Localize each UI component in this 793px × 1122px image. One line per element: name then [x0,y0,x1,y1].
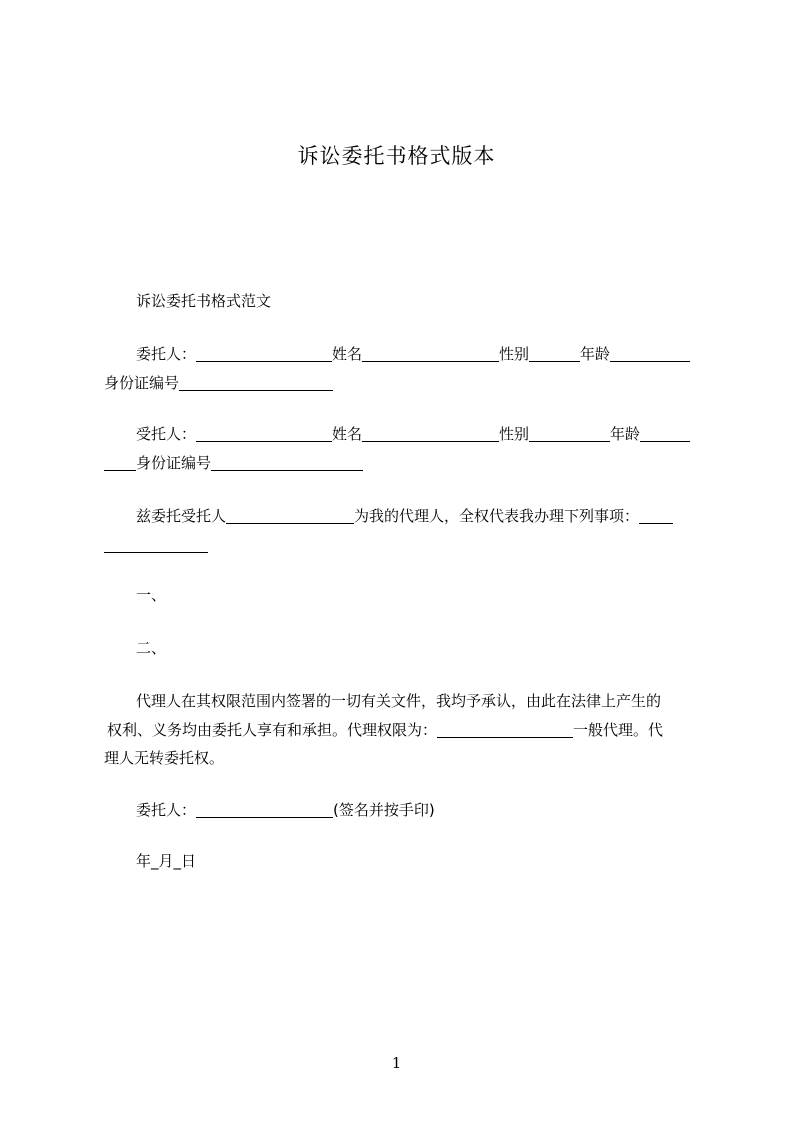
appointment-matters-blank [639,506,673,524]
agent-gender-label: 性别 [499,425,530,443]
document-subtitle [104,286,732,316]
principal-age-blank [610,344,690,362]
agent-id-label: 身份证编号 [136,454,212,472]
agent-age-blank-cont [104,453,136,471]
agent-label: 受托人： [136,425,197,443]
item-two-label: 二、 [136,639,167,657]
appointment-prefix: 兹委托受托人 [136,507,227,525]
signature-line [104,795,732,825]
authority-text-3: 理人无转委托权。 [104,749,225,767]
agent-id-line [104,448,700,478]
principal-gender-label: 性别 [499,345,530,363]
authority-line-3 [104,743,700,773]
page-number: 1 [391,1054,402,1072]
authority-line-1 [104,686,732,716]
item-one-label: 一、 [136,586,167,604]
authority-text-2-suffix: 一般代理。代 [573,721,664,739]
document-title: 诉讼委托书格式版本 [297,144,496,168]
principal-label: 委托人： [136,345,197,363]
principal-name-label: 姓名 [332,345,363,363]
agent-gender-blank [529,424,610,442]
signature-blank [196,800,333,818]
principal-age-label: 年龄 [580,345,611,363]
authority-line-2 [104,715,703,745]
authority-text-2-prefix: 权利、义务均由委托人享有和承担。代理权限为： [107,721,438,739]
principal-id-blank [179,373,333,391]
agent-id-blank [211,453,363,471]
principal-id-label: 身份证编号 [104,374,180,392]
principal-line [104,339,732,369]
date-text: 年_月_日 [136,852,197,870]
signature-label: 委托人： [136,801,197,819]
agent-age-blank [640,424,690,442]
appointment-agent-blank [226,506,354,524]
agent-name-label: 姓名 [332,425,363,443]
agent-age-label: 年龄 [610,425,641,443]
date-line [104,846,732,876]
authority-scope-blank [437,720,573,738]
appointment-suffix: 为我的代理人，全权代表我办理下列事项： [354,507,640,525]
principal-name-blank [362,344,499,362]
agent-name-blank [362,424,499,442]
appointment-matters-blank-cont [104,535,208,553]
agent-line [104,419,732,449]
appointment-line [104,501,732,531]
principal-id-line [104,368,700,398]
agent-blank [196,424,332,442]
authority-text-1: 代理人在其权限范围内签署的一切有关文件，我均予承认，由此在法律上产生的 [136,692,662,710]
principal-blank [196,344,332,362]
signature-note: (签名并按手印) [333,801,435,819]
item-one [104,580,732,610]
item-two [104,633,732,663]
principal-gender-blank [529,344,580,362]
subtitle-text: 诉讼委托书格式范文 [136,292,272,310]
appointment-line-2 [104,530,700,560]
